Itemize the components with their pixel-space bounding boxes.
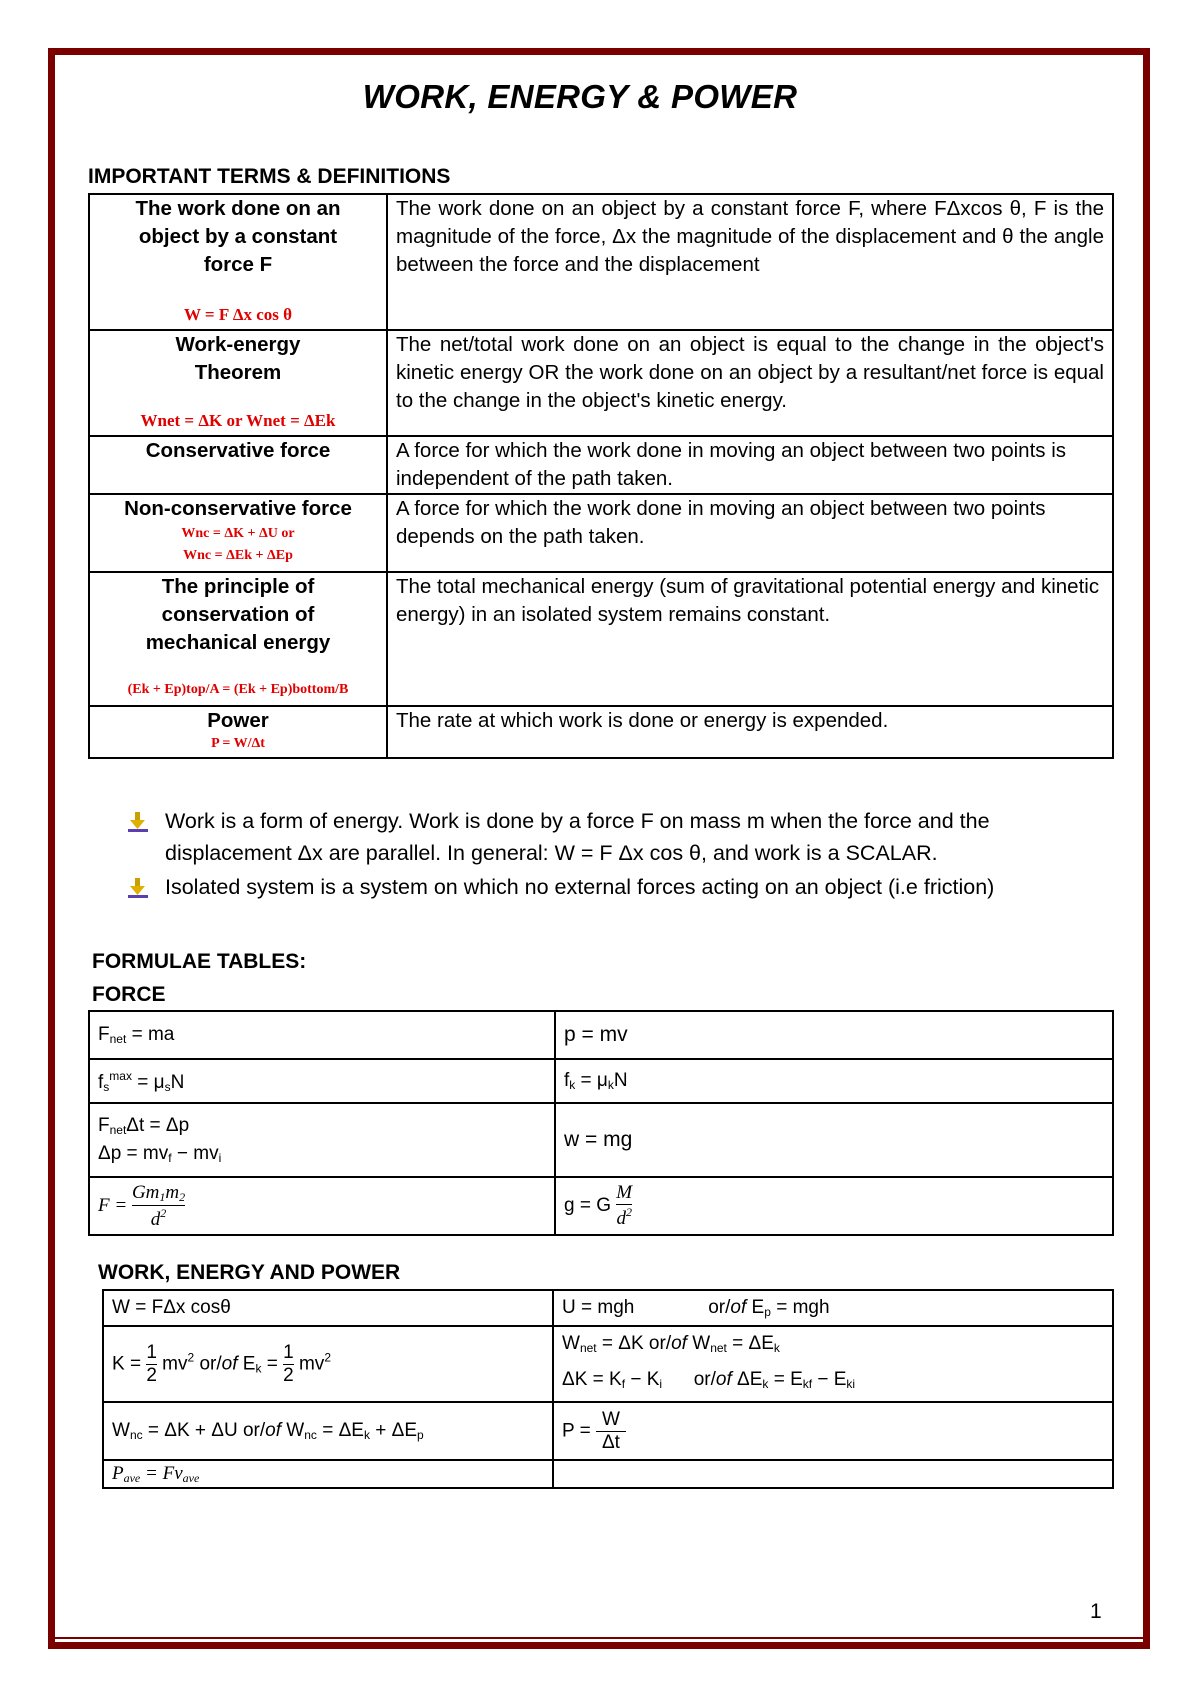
table-row — [103, 1326, 1113, 1402]
arrow-down-bullet-icon — [127, 877, 149, 899]
formula-cell: P = $\frac{W}{\Delta t}$ — [553, 1402, 1113, 1460]
table-row — [89, 194, 1113, 330]
table-row — [89, 1011, 1113, 1059]
formula-cell-empty — [553, 1460, 1113, 1488]
table-row — [89, 706, 1113, 758]
section-heading-formulae: FORMULAE TABLES: — [92, 950, 307, 973]
term-line: Conservative force — [145, 439, 331, 462]
section-heading-force: FORCE — [92, 983, 166, 1006]
formula-cell: K = $\frac{1}{2}$ $mv^2$ or/of $E_k$ = $\frac{1}{2}$ $mv^2$ — [103, 1326, 553, 1402]
term-line: object by a constant — [138, 225, 338, 248]
force-formula-table — [88, 1010, 1114, 1236]
work-energy-formula: Wnet = ΔK or Wnet = ΔEk — [140, 411, 336, 430]
table-row — [103, 1402, 1113, 1460]
list-item — [125, 805, 1115, 869]
term-cell — [89, 330, 387, 436]
term-line: Power — [207, 709, 269, 732]
definition-cell: A force for which the work done in moving an object between two points is independent of the path taken. — [387, 436, 1113, 494]
non-conservative-formula-line: Wnc = ΔK + ΔU or — [181, 526, 295, 541]
term-cell — [89, 572, 387, 706]
formula-cell: $P_{ave} = Fv_{ave}$ — [103, 1460, 553, 1488]
formula-cell: F = $\frac{Gm_1m_2}{d^2}$ — [89, 1177, 555, 1235]
table-row — [89, 330, 1113, 436]
table-row — [89, 436, 1113, 494]
page-number: 1 — [1090, 1600, 1102, 1623]
term-cell — [89, 194, 387, 330]
page-title: WORK, ENERGY & POWER — [362, 78, 798, 115]
formula-cell: w = mg — [555, 1103, 1113, 1177]
arrow-down-bullet-icon — [127, 811, 149, 833]
list-item — [125, 871, 1115, 903]
conservation-formula: (Ek + Ep)top/A = (Ek + Ep)bottom/B — [127, 682, 349, 697]
definition-cell: The rate at which work is done or energy is expended. — [387, 706, 1113, 758]
formula-cell: $W_{nc} = \Delta K + \Delta U$ or/of $W_{nc} = \Delta E_k + \Delta E_p$ — [103, 1402, 553, 1460]
formula-cell: p = mv — [555, 1011, 1113, 1059]
non-conservative-formula-line: Wnc = ΔEk + ΔEp — [183, 548, 293, 563]
term-cell — [89, 706, 387, 758]
table-row — [103, 1290, 1113, 1326]
term-line: The principle of — [161, 575, 315, 598]
formula-cell: $W_{net} = \Delta K$ or/of $W_{net} = \Delta E_k$ $\Delta K = K_f - K_i$ or/of $\Delta E_k = E_{kf} - E_{ki}$ — [553, 1326, 1113, 1402]
definition-cell: The net/total work done on an object is equal to the change in the object's kinetic energy OR the work done on an object by a resultant/net force is equal to the change in the object's kinetic energy. — [387, 330, 1113, 436]
formula-cell: $F_{net}$ = ma — [89, 1011, 555, 1059]
term-line: Theorem — [194, 361, 282, 384]
section-heading-work-energy-power: WORK, ENERGY AND POWER — [98, 1261, 401, 1284]
definition-cell: A force for which the work done in moving an object between two points depends on the path taken. — [387, 494, 1113, 572]
power-formula: P = W/Δt — [211, 736, 265, 751]
table-row — [89, 1177, 1113, 1235]
term-line: Work-energy — [175, 333, 301, 356]
formula-cell: $f_k = \mu_kN$ — [555, 1059, 1113, 1103]
table-row — [89, 1059, 1113, 1103]
definitions-table — [88, 193, 1114, 759]
definition-cell: The work done on an object by a constant force F, where FΔxcos θ, F is the magnitude of the force, Δx the magnitude of the displacement and θ the angle between the force and the displacement — [387, 194, 1113, 330]
term-line: mechanical energy — [145, 631, 331, 654]
work-energy-power-formula-table — [102, 1289, 1114, 1489]
section-heading-terms: IMPORTANT TERMS & DEFINITIONS — [88, 165, 451, 188]
term-line: conservation of — [161, 603, 315, 626]
term-line: The work done on an — [135, 197, 341, 220]
note-text: Isolated system is a system on which no external forces acting on an object (i.e friction) — [165, 875, 995, 899]
formula-cell: $f_s^{max} = \mu_sN$ — [89, 1059, 555, 1103]
notes-list — [125, 805, 1115, 905]
formula-cell: $F_{net}\Delta t = \Delta p$ $\Delta p = mv_f - mv_i$ — [89, 1103, 555, 1177]
table-row — [89, 572, 1113, 706]
formula-cell: g = G $\frac{M}{d^2}$ — [555, 1177, 1113, 1235]
table-row — [89, 494, 1113, 572]
definition-cell: The total mechanical energy (sum of gravitational potential energy and kinetic energy) in an isolated system remains constant. — [387, 572, 1113, 706]
term-cell — [89, 494, 387, 572]
work-formula: W = F Δx cos θ — [183, 305, 293, 324]
formula-cell: W = FΔx cosθ — [103, 1290, 553, 1326]
formula-cell: U = mgh or/of $E_p$ = mgh — [553, 1290, 1113, 1326]
term-cell — [89, 436, 387, 494]
table-row — [89, 1103, 1113, 1177]
note-text: Work is a form of energy. Work is done by a force F on mass m when the force and the displacement Δx are parallel. In general: W = F Δx cos θ, and work is a SCALAR. — [165, 809, 990, 865]
term-line: force F — [203, 253, 273, 276]
table-row — [103, 1460, 1113, 1488]
term-line: Non-conservative force — [124, 497, 352, 520]
